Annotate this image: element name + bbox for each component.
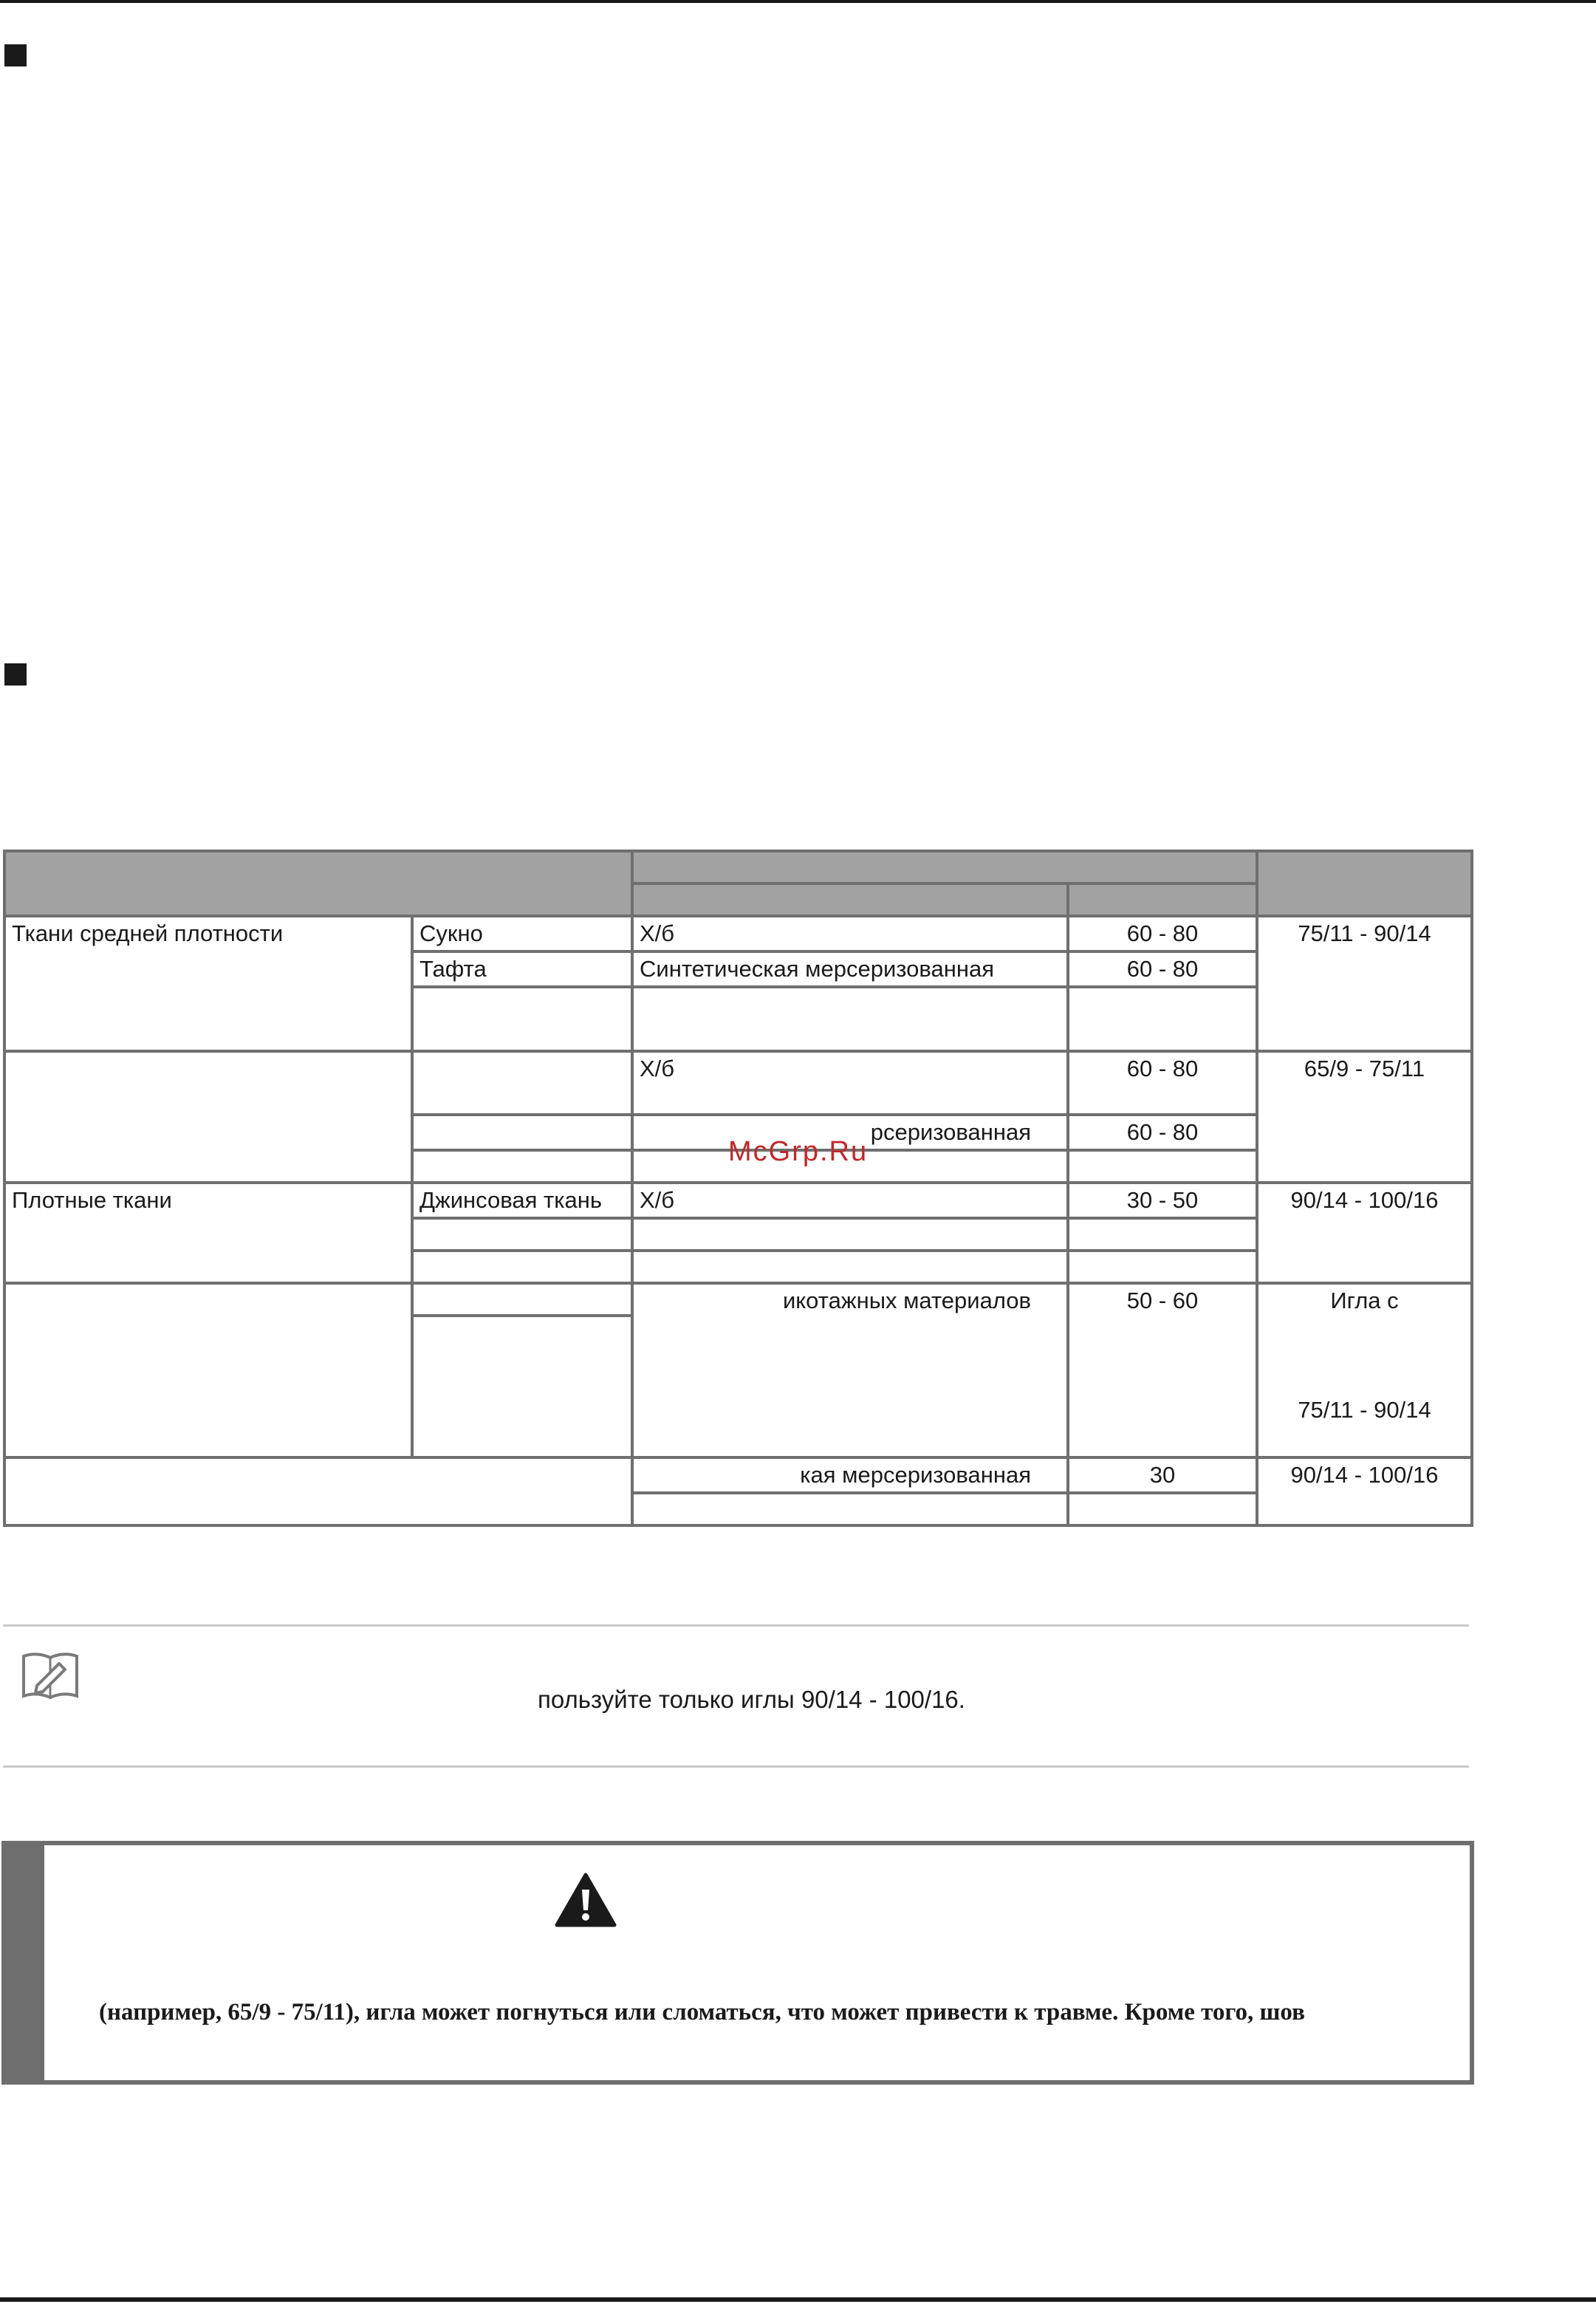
fabric-cell: Джинсовая ткань xyxy=(412,1183,632,1218)
caution-band xyxy=(6,1845,44,2080)
needle-label: Игла с xyxy=(1330,1288,1399,1313)
category-cell: Плотные ткани xyxy=(4,1183,412,1283)
table-row xyxy=(4,1283,1472,1316)
thread-size-cell xyxy=(1068,1493,1257,1525)
fabric-cell xyxy=(412,1218,632,1251)
thread-size-cell xyxy=(1068,1150,1257,1183)
needle-cell: 75/11 - 90/14 xyxy=(1257,916,1472,1051)
fabric-cell xyxy=(412,1316,632,1457)
memo-divider xyxy=(3,1765,1469,1768)
fabric-cell xyxy=(412,1150,632,1183)
fabric-cell xyxy=(412,1251,632,1283)
table-row xyxy=(4,1457,1472,1493)
caution-text: (например, 65/9 - 75/11), игла может погнуться или сломаться, что может привести к травме. Кроме того, шов xyxy=(99,1999,1305,2026)
table-row xyxy=(4,916,1472,951)
thread-size-cell: 30 xyxy=(1068,1457,1257,1493)
thread-type-cell: кая мерсеризованная xyxy=(632,1457,1068,1493)
fabric-cell xyxy=(412,1283,632,1316)
thread-type-cell: икотажных материалов xyxy=(632,1283,1068,1457)
needle-cell: 90/14 - 100/16 xyxy=(1257,1183,1472,1283)
thread-size-cell xyxy=(1068,1218,1257,1251)
thread-size-cell: 30 - 50 xyxy=(1068,1183,1257,1218)
fabric-cell: Тафта xyxy=(412,951,632,987)
header-cell-thread xyxy=(632,851,1257,883)
top-rule xyxy=(0,0,1596,3)
header-cell-thread-size xyxy=(1068,883,1257,916)
fabric-cell xyxy=(412,1115,632,1150)
fabric-cell xyxy=(412,987,632,1051)
table-header-row xyxy=(4,851,1472,883)
section-marker-square xyxy=(4,663,27,686)
memo-text: пользуйте только иглы 90/14 - 100/16. xyxy=(538,1686,965,1713)
fabric-needle-table xyxy=(3,850,1473,1527)
table-row xyxy=(4,1051,1472,1115)
thread-type-cell: Синтетическая мерсеризованная xyxy=(632,951,1068,987)
thread-type-cell: Х/б xyxy=(632,1051,1068,1115)
thread-type-cell: Х/б xyxy=(632,1183,1068,1218)
bottom-rule xyxy=(0,2297,1596,2302)
section-marker-square xyxy=(4,44,27,66)
category-cell xyxy=(4,1051,412,1183)
thread-type-cell xyxy=(632,1218,1068,1251)
memo-divider xyxy=(3,1624,1469,1627)
category-cell xyxy=(4,1457,632,1525)
fabric-cell: Сукно xyxy=(412,916,632,951)
category-cell xyxy=(4,1283,412,1457)
thread-type-cell xyxy=(632,987,1068,1051)
needle-cell: 65/9 - 75/11 xyxy=(1257,1051,1472,1183)
thread-size-cell: 60 - 80 xyxy=(1068,951,1257,987)
watermark: McGrp.Ru xyxy=(728,1136,869,1167)
thread-size-cell xyxy=(1068,1251,1257,1283)
memo-pencil-book-icon xyxy=(21,1649,80,1702)
needle-cell: 90/14 - 100/16 xyxy=(1257,1457,1472,1525)
header-cell-fabric xyxy=(4,851,632,916)
header-cell-needle xyxy=(1257,851,1472,916)
needle-cell xyxy=(1257,1283,1472,1457)
fabric-cell xyxy=(412,1051,632,1115)
thread-type-cell xyxy=(632,1493,1068,1525)
needle-size-label: 75/11 - 90/14 xyxy=(1298,1397,1431,1423)
caution-box xyxy=(1,1841,1474,2085)
thread-size-cell: 60 - 80 xyxy=(1068,916,1257,951)
thread-size-cell xyxy=(1068,987,1257,1051)
thread-type-cell xyxy=(632,1251,1068,1283)
thread-type-cell: Х/б xyxy=(632,916,1068,951)
category-cell: Ткани средней плотности xyxy=(4,916,412,1051)
thread-type-cell: рсеризованная xyxy=(632,1115,1068,1150)
warning-triangle-icon xyxy=(554,1872,617,1928)
thread-size-cell: 50 - 60 xyxy=(1068,1283,1257,1457)
header-cell-thread-type xyxy=(632,883,1068,916)
table-row xyxy=(4,1183,1472,1218)
thread-size-cell: 60 - 80 xyxy=(1068,1115,1257,1150)
thread-size-cell: 60 - 80 xyxy=(1068,1051,1257,1115)
